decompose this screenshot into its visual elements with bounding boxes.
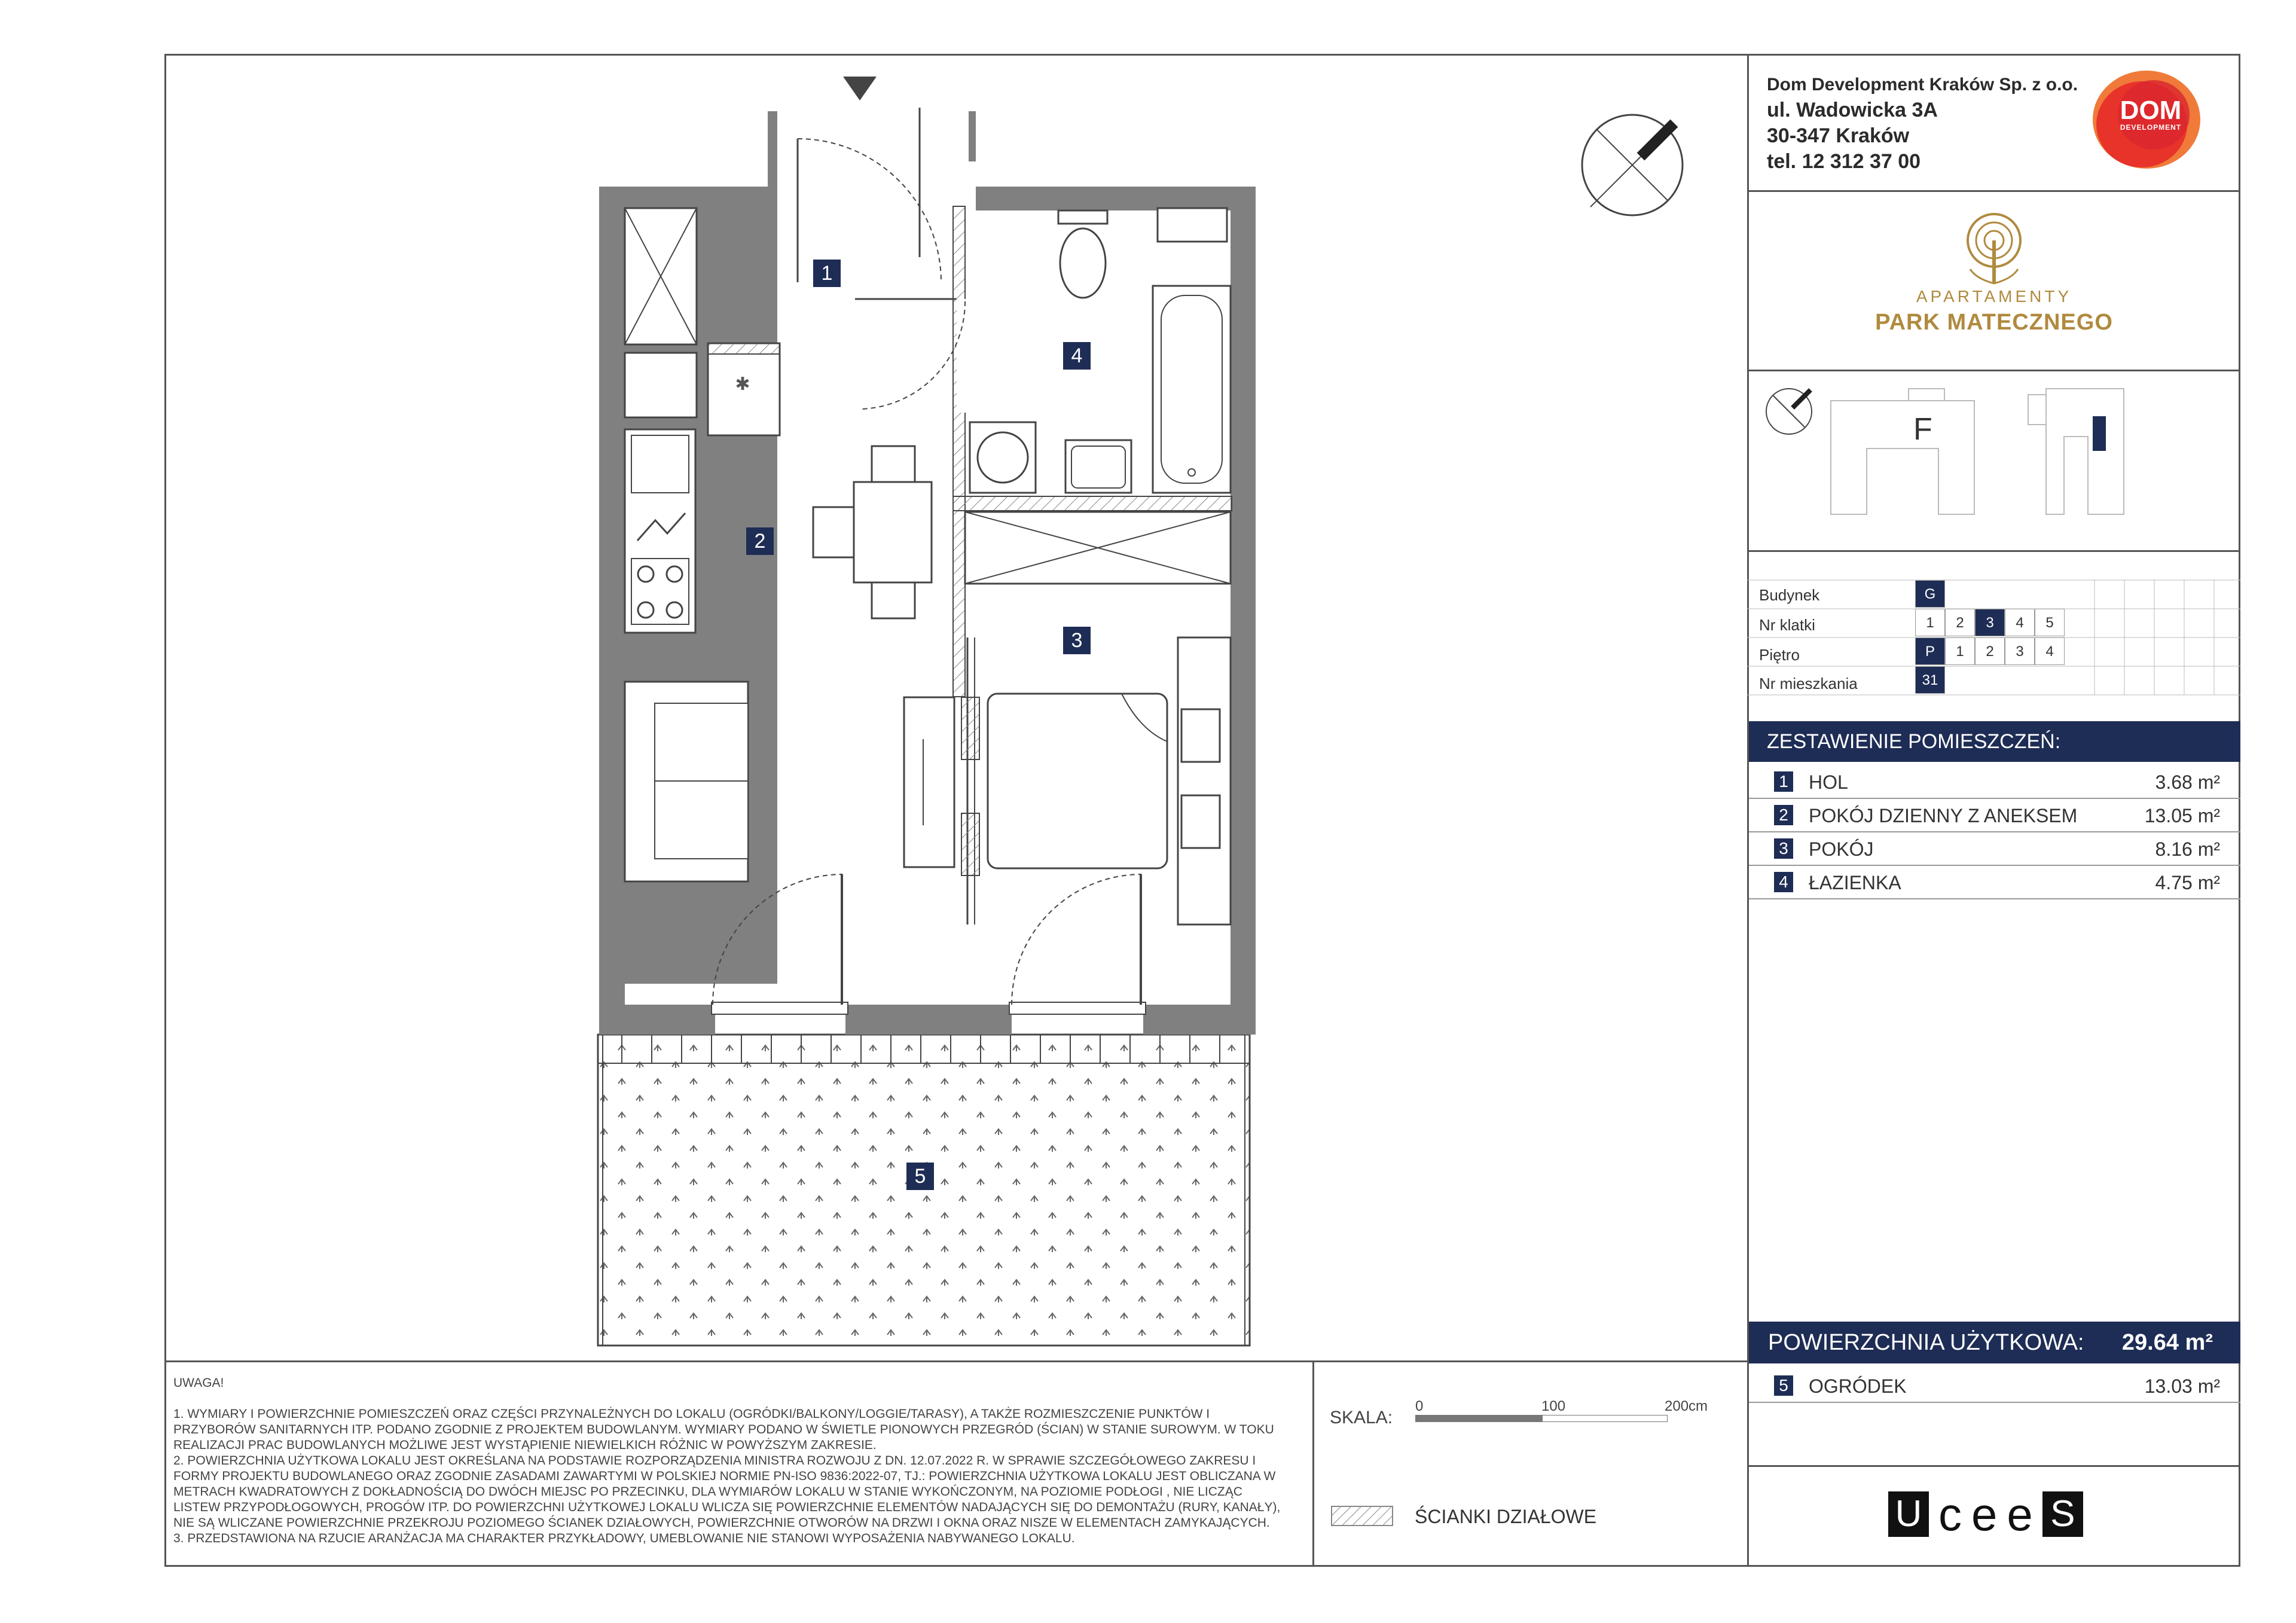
keyplan-highlight [2093,416,2106,451]
company-address [1767,72,2078,175]
room-row [1749,798,2240,832]
nightstand-top [1181,709,1220,762]
grid-stairwell-2: 2 [1945,609,1975,636]
svg-text:✱: ✱ [735,374,750,394]
bath-door-gap [957,299,970,413]
wall-bottom-left [599,1005,715,1035]
ucees-logo [1888,1488,2083,1540]
grid-floor-3: 3 [2005,637,2035,665]
usable-area-label: POWIERZCHNIA UŻYTKOWA: [1768,1330,2084,1355]
room-marker-3: 3 [1063,627,1091,654]
railing-posts [622,1035,1220,1063]
grid-lines [1747,578,2240,697]
grid-label-floor: Piętro [1759,646,1800,664]
notes-block [173,1375,1286,1546]
tree-logo-icon [1955,209,2033,287]
ucees-letter-e2: e [2007,1488,2033,1540]
room-number: 4 [1774,872,1793,892]
room-number: 3 [1774,838,1793,859]
note-1: 1. WYMIARY I POWIERZCHNIE POMIESZCZEŃ ORAZ CZĘŚCI PRZYNALEŻNYCH DO LOKALU (OGRÓDKI/BALKONY/LOGGIE/TARASY), A TAKŻE ROZMIESZCZENIE PUNKTÓW I PRZYBORÓW SANITARNYCH ITP. PODANO ZGODNIE Z PROJEKTEM BUDOWLANYM. WYMIARY PODANO W ŚWIETLE PIONOWYCH PRZEGRÓD (ŚCIAN) W STANIE SUROWYM. W TOKU REALIZACJI PRAC BUDOWLANYCH MOŻLIWE JEST WYSTĄPIENIE NIEWIELKICH RÓŻNIC W POWYŻSZYM ZAKRESIE. [173,1407,1274,1452]
partition-bath-bottom [953,496,1232,511]
company-name: Dom Development Kraków Sp. z o.o. [1767,75,2078,94]
ucees-letter-u: U [1888,1491,1929,1537]
nightstand-bottom [1181,795,1220,848]
door-swing-right [1012,874,1141,1005]
chair-left [813,507,854,557]
dresser [904,697,954,867]
window-left [712,1002,848,1014]
compass-icon [1578,111,1686,219]
scale-bar-light [1542,1415,1668,1422]
grid-floor-1: 1 [1945,637,1975,665]
grid-floor-2: 2 [1975,637,2005,665]
garden-area: 13.03 m² [2144,1375,2220,1397]
chair-top [872,446,915,482]
scale-tick-0: 0 [1415,1398,1424,1414]
garden-name: OGRÓDEK [1809,1375,1907,1397]
toilet-tank [1058,210,1107,224]
partition-legend-label: ŚCIANKI DZIAŁOWE [1415,1506,1597,1527]
window-right [1009,1002,1146,1014]
toilet-bowl [1060,228,1106,298]
grid-stairwell-4: 4 [2005,609,2035,636]
usable-area-bar [1749,1322,2240,1363]
room-name: POKÓJ DZIENNY Z ANEKSEM [1809,805,2078,826]
project-line1: APARTAMENTY [1916,287,2072,306]
room-marker-1: 1 [813,260,841,287]
room-row [1749,865,2240,899]
grid-apartment-31: 31 [1915,666,1945,694]
company-phone: tel. 12 312 37 00 [1767,150,1921,173]
garden-area [598,1035,1250,1346]
grid-label-stairwell: Nr klatki [1759,616,1815,634]
dining-table [854,482,932,582]
ucees-letter-s: S [2042,1491,2083,1537]
grid-floor-P: P [1915,637,1945,665]
room-area: 3.68 m² [2155,771,2220,793]
entrance-opening [777,111,969,187]
room-number: 1 [1774,771,1793,792]
room-name: HOL [1809,771,1848,793]
notes-divider [164,1360,1749,1362]
partition-legend-swatch [1331,1506,1393,1526]
garden-number: 5 [1774,1375,1793,1396]
room-marker-2: 2 [746,527,774,555]
grid-building-G: G [1915,580,1945,608]
room-marker-5: 5 [906,1163,934,1190]
room-marker-4: 4 [1063,342,1091,370]
chair-bottom [872,582,915,618]
keyplan-building-letter: F [1913,412,1932,447]
grid-floor-4: 4 [2035,637,2065,665]
grid-stairwell-1: 1 [1915,609,1945,636]
project-line2: PARK MATECZNEGO [1875,310,2113,335]
room-name: POKÓJ [1809,838,1874,860]
panel-hline-1 [1747,190,2240,192]
bed [988,694,1167,868]
room-area: 4.75 m² [2155,872,2220,893]
bedroom-closet [1178,637,1231,925]
company-city: 30-347 Kraków [1767,124,1910,147]
wall-bottom-mid [845,1005,1012,1035]
bath-niche [1158,208,1227,242]
grid-stairwell-3: 3 [1975,609,2005,636]
usable-area-value: 29.64 m² [2121,1330,2213,1355]
bath-door-swing [860,301,965,409]
room-number: 2 [1774,805,1793,825]
panel-hline-4 [1747,1465,2240,1467]
logo-sub-text: DEVELOPMENT [2120,123,2182,132]
grid-stairwell-5: 5 [2035,609,2065,636]
partition-bath-left [953,206,965,697]
scale-tick-200: 200cm [1665,1398,1708,1414]
rooms-header: ZESTAWIENIE POMIESZCZEŃ: [1749,721,2240,762]
room-area: 13.05 m² [2144,805,2220,826]
ucees-letter-c: c [1938,1488,1962,1540]
kitchen-sink [631,435,689,493]
logo-main-text: DOM [2120,96,2182,125]
room-row [1749,764,2240,799]
ucees-letter-e1: e [1971,1488,1998,1540]
room-name: ŁAZIENKA [1809,872,1901,893]
notes-title: UWAGA! [173,1376,224,1390]
note-2: 2. POWIERZCHNIA UŻYTKOWA LOKALU JEST OKREŚLANA NA PODSTAWIE ROZPORZĄDZENIA MINISTRA ROZWOJU Z DN. 12.07.2022 R. W SPRAWIE SZCZEGÓŁOWEGO ZAKRESU I FORMY PROJEKTU BUDOWLANEGO ORAZ ZGODNIE ZASADAMI ZAWARTYMI W POLSKIEJ NORMIE PN-ISO 9836:2022-07, TJ.: POWIERZCHNIA UŻYTKOWA LOKALU JEST OBLICZANA W METRACH KWADRATOWYCH Z DOKŁADNOŚCIĄ DO DWÓCH MIEJSC PO PRZECINKU, DLA WYMIARÓW LOKALU W STANIE WYKOŃCZONYM, NA POZIOMIE PODŁOGI , NIE LICZĄC LISTEW PRZYPODŁOGOWYCH, PROGÓW ITP. DO POWIERZCHNI UŻYTKOWEJ LOKALU WLICZA SIĘ POWIERZCHNIE ELEMENTÓW NADAJĄCYCH SIĘ DO DEMONTAŻU (RURY, KANAŁY), NIE SĄ WLICZANE POWIERZCHNIE PRZEKROJU POZIOMEGO ŚCIANEK DZIAŁOWYCH, POWIERZCHNIE OTWORÓW NA DRZWI I OKNA ORAZ NISZE W ELEMENTACH ZAMYKAJĄCYCH. [173,1454,1281,1530]
scale-label: SKALA: [1330,1408,1393,1427]
panel-hline-3 [1747,550,2240,552]
note-3: 3. PRZEDSTAWIONA NA RZUCIE ARANŻACJA MA CHARAKTER PRZYKŁADOWY, UMEBLOWANIE NIE STANOWI WYPOSAŻENIA NABYWANEGO LOKALU. [173,1532,1075,1545]
scale-tick-100: 100 [1541,1398,1566,1414]
room-area: 8.16 m² [2155,838,2220,860]
grid-label-apartment: Nr mieszkania [1759,675,1858,692]
garden-row [1749,1368,2240,1403]
entrance-arrow-icon [843,77,877,100]
company-street: ul. Wadowicka 3A [1767,99,1938,121]
key-plan [1747,371,2240,550]
room-row [1749,831,2240,866]
notes-scale-divider [1312,1360,1314,1567]
shaft [625,353,697,417]
scale-bar-dark [1415,1415,1542,1422]
grid-label-building: Budynek [1759,586,1820,604]
